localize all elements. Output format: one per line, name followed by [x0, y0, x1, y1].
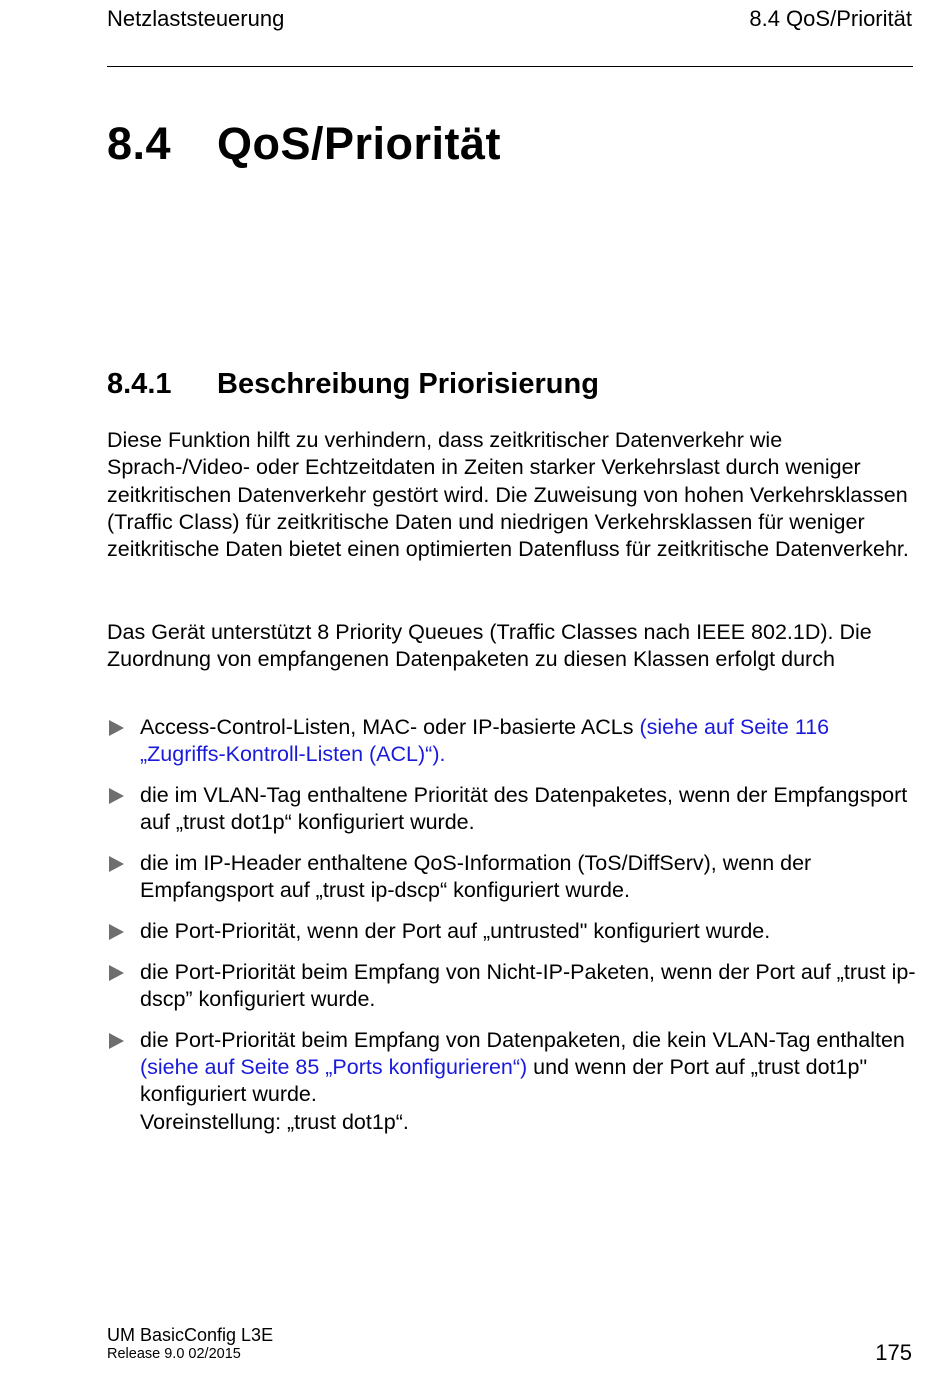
cross-reference-link-acl[interactable]: (siehe auf Seite 116 „Zugriffs-Kontroll-Listen (ACL)“).: [140, 715, 830, 767]
section-number: 8.4: [107, 118, 172, 169]
list-item-text: die im IP-Header enthaltene QoS-Information (ToS/DiffServ), wenn der Empfangsport auf „trust ip-dscp“ konfiguriert wurde.: [140, 850, 812, 903]
page-number: 175: [875, 1340, 912, 1365]
triangle-bullet-icon: [109, 924, 124, 940]
triangle-bullet-icon: [109, 720, 124, 736]
section-heading: [107, 118, 501, 170]
footer-document-name: UM BasicConfig L3E: [107, 1325, 274, 1345]
running-header-section: 8.4 QoS/Priorität: [749, 6, 912, 31]
list-item-text: die im VLAN-Tag enthaltene Priorität des Datenpaketes, wenn der Empfangsport auf „trust dot1p“ konfiguriert wurde.: [140, 782, 908, 835]
list-item-text: Access-Control-Listen, MAC- oder IP-basierte ACLs: [140, 715, 640, 739]
list-item-text: die Port-Priorität beim Empfang von Nicht-IP-Paketen, wenn der Port auf „trust ip-dscp” konfiguriert wurde.: [140, 959, 916, 1011]
assignment-list: [107, 714, 917, 1149]
list-item: [107, 714, 917, 769]
list-item: [107, 782, 917, 837]
list-item-text: die Port-Priorität, wenn der Port auf „untrusted" konfiguriert wurde.: [140, 918, 771, 943]
header-divider: [107, 66, 913, 67]
body-paragraph-1: Diese Funktion hilft zu verhindern, dass zeitkritischer Datenverkehr wie Sprach-/Video- oder Echtzeitdaten in Zeiten starker Verkehrslast durch weniger zeitkritischen Datenverkehr gestört wird. Die Zuweisung von hohen Verkehrsklassen (Traffic Class) für zeitkritische Daten und niedrigen Verkehrsklassen für weniger zeitkritische Daten bietet einen optimierten Datenfluss für zeitkritische Datenverkehr.: [107, 428, 909, 562]
cross-reference-link-ports[interactable]: (siehe auf Seite 85 „Ports konfigurieren“): [140, 1054, 528, 1079]
list-item: [107, 918, 917, 945]
default-setting-note: Voreinstellung: „trust dot1p“.: [140, 1109, 409, 1134]
section-title: QoS/Priorität: [217, 118, 502, 169]
running-header-chapter: Netzlaststeuerung: [107, 6, 285, 31]
triangle-bullet-icon: [109, 965, 124, 981]
list-item-text: die Port-Priorität beim Empfang von Datenpaketen, die kein VLAN-Tag enthalten: [140, 1027, 905, 1052]
body-paragraph-2: Das Gerät unterstützt 8 Priority Queues (Traffic Classes nach IEEE 802.1D). Die Zuordnung von empfangenen Datenpaketen zu diesen Klassen erfolgt durch: [107, 620, 872, 672]
triangle-bullet-icon: [109, 856, 124, 872]
subsection-number: 8.4.1: [107, 368, 172, 400]
list-item: [107, 850, 917, 905]
footer-release: Release 9.0 02/2015: [107, 1346, 241, 1362]
triangle-bullet-icon: [109, 1033, 124, 1049]
triangle-bullet-icon: [109, 788, 124, 804]
list-item: [107, 1027, 917, 1136]
subsection-title: Beschreibung Priorisierung: [217, 368, 599, 400]
list-item: [107, 959, 917, 1014]
list-item-text-continued: und wenn der Port auf „trust dot1p" konfiguriert wurde.: [140, 1054, 868, 1107]
subsection-heading: [107, 368, 599, 401]
